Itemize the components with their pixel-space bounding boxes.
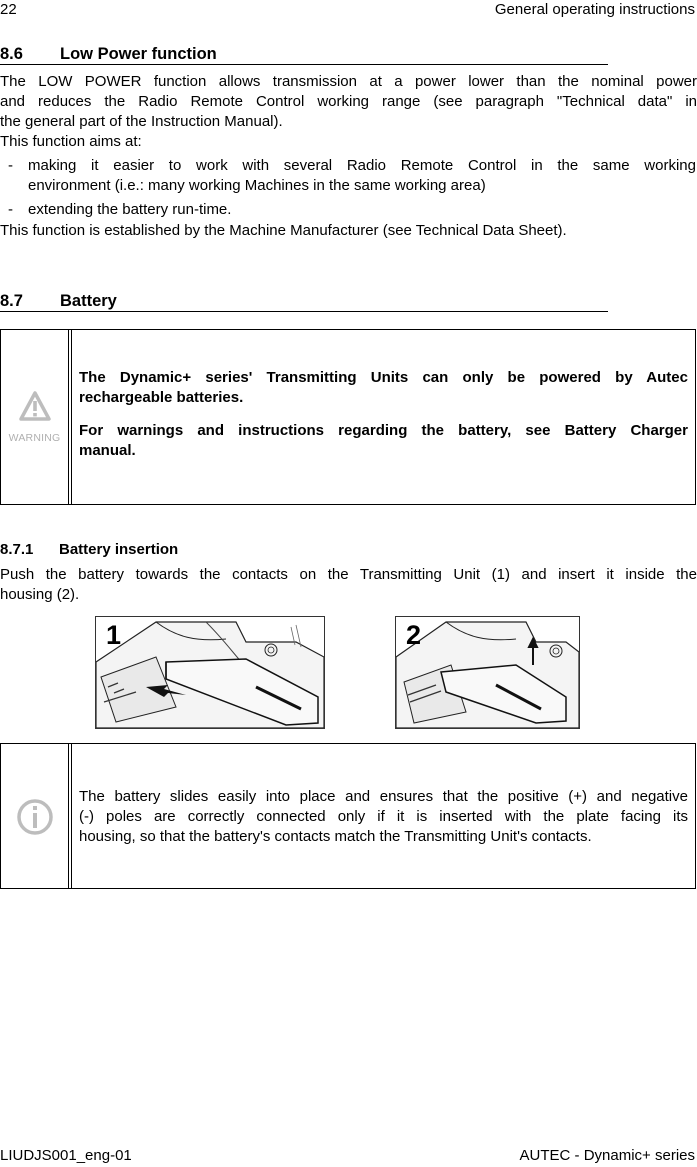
section-heading-8-7 — [0, 291, 608, 312]
footer-doc-code: LIUDJS001_eng-01 — [0, 1147, 132, 1164]
paragraph-line: the general part of the Instruction Manual). — [0, 113, 283, 130]
list-item-line: making it easier to work with several Radio Remote Control in the same working — [28, 157, 696, 174]
warning-line: manual. — [79, 442, 136, 459]
subsection-heading-8-7-1 — [0, 540, 178, 560]
info-icon-cell — [1, 744, 69, 888]
info-text — [79, 787, 688, 847]
warning-label: WARNING — [8, 432, 61, 444]
paragraph-line: and reduces the Radio Remote Control working range (see paragraph "Technical data" in — [0, 93, 697, 110]
page-number: 22 — [0, 1, 17, 18]
closing-paragraph — [0, 221, 697, 241]
warning-line: rechargeable batteries. — [79, 389, 244, 406]
subsection-number: 8.7.1 — [0, 541, 34, 558]
list-dash: - — [8, 157, 13, 174]
aims-line: This function aims at: — [0, 133, 142, 150]
insertion-paragraph — [0, 565, 697, 605]
info-box — [0, 743, 696, 889]
section-title: Battery — [60, 292, 117, 310]
paragraph-line: This function is established by the Machine Manufacturer (see Technical Data Sheet). — [0, 222, 567, 239]
section-number: 8.7 — [0, 292, 23, 310]
section-number: 8.6 — [0, 45, 23, 63]
figure-number: 1 — [106, 620, 122, 650]
footer-series: AUTEC - Dynamic+ series — [519, 1147, 695, 1164]
warning-line: The Dynamic+ series' Transmitting Units can only be powered by Autec — [79, 369, 688, 386]
subsection-title: Battery insertion — [59, 541, 179, 558]
list-dash: - — [8, 201, 13, 218]
warning-text — [79, 368, 688, 461]
list-item-line: extending the battery run-time. — [28, 201, 232, 218]
paragraph-line: housing (2). — [0, 586, 80, 603]
paragraph-line: Push the battery towards the contacts on the Transmitting Unit (1) and insert it inside the — [0, 566, 697, 583]
battery-figure-2 — [395, 616, 580, 729]
info-icon — [15, 797, 55, 837]
figure-number: 2 — [406, 620, 422, 650]
list-item-line: environment (i.e.: many working Machines in the same working area) — [28, 177, 486, 194]
running-header: General operating instructions — [494, 1, 695, 18]
section-title: Low Power function — [60, 45, 217, 63]
battery-push-illustration — [96, 617, 324, 728]
warning-box — [0, 329, 696, 505]
battery-insert-illustration — [396, 617, 579, 728]
warning-icon-cell — [1, 330, 69, 504]
info-line: housing, so that the battery's contacts match the Transmitting Unit's contacts. — [79, 828, 592, 845]
info-line: The battery slides easily into place and ensures that the positive (+) and negative — [79, 788, 688, 805]
battery-figure-1 — [95, 616, 325, 729]
section-heading-8-6 — [0, 44, 608, 65]
warning-line: For warnings and instructions regarding the battery, see Battery Charger — [79, 422, 688, 439]
paragraph-line: The LOW POWER function allows transmission at a power lower than the nominal power — [0, 73, 697, 90]
low-power-paragraph — [0, 72, 697, 152]
info-line: (-) poles are correctly connected only if it is inserted with the plate facing its — [79, 808, 688, 825]
